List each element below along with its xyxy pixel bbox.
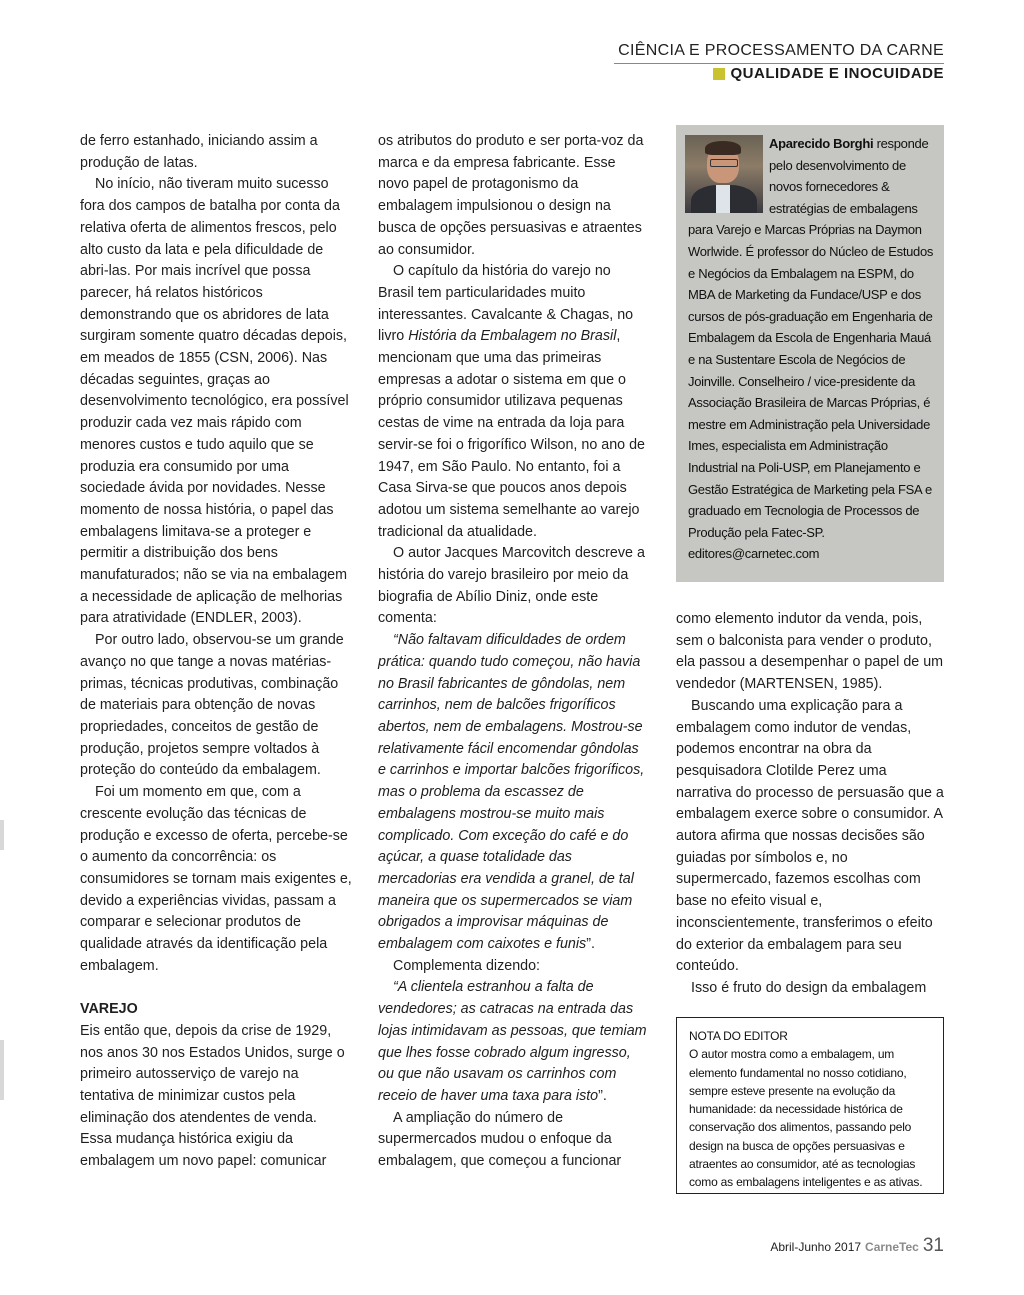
photo-shirt: [716, 185, 730, 213]
quote-end: ”.: [586, 936, 595, 953]
photo-hair: [705, 141, 741, 155]
paragraph: Buscando uma explicação para a embalagem como indutor de vendas, podemos encontrar na obra da pesquisadora Clotilde Perez uma narrativa do processo de persuasão que a embalagem exerce sobre o consumidor. A autora afirma que nossas decisões são guiadas por símbolos e, no supermercado, fazemos escolhas com base no efeito visual e, inconscientemente, transferimos o efeito do exterior da embalagem para seu conteúdo.: [676, 697, 944, 975]
editor-note-body: O autor mostra como a embalagem, um elemento fundamental no nosso cotidiano, sempre esteve presente na evolução da humanidade: da necessidade histórica de conservação dos alimentos, passando pelo design na busca de opções persuasivas e atraentes ao consumidor, até as tecnologias como as embalagens inteligentes e as ativas.: [689, 1047, 923, 1190]
author-photo: [685, 135, 763, 213]
quote: [378, 630, 650, 956]
book-title: História da Embalagem no Brasil: [408, 328, 617, 345]
photo-glasses: [710, 159, 738, 167]
paragraph: Isso é fruto do design da embalagem: [691, 979, 927, 996]
magazine-brand: CarneTec: [865, 1240, 919, 1254]
paragraph-text: , mencionam que uma das primeiras empresas a adotar o sistema em que o próprio consumidor utilizava pequenas cestas de vime na entrada da loja para servir-se foi o frigorífico Wilson, no ano de 1947, em São Paulo. No entanto, foi a Casa Sirva-se que poucos anos depois adotou um sistema semelhante ao varejo tradicional da atualidade.: [378, 328, 645, 540]
paragraph: Complementa dizendo:: [393, 957, 541, 974]
paragraph: O autor Jacques Marcovitch descreve a história do varejo brasileiro por meio da biografia de Abílio Diniz, onde este comenta:: [378, 545, 645, 627]
section-title: CIÊNCIA E PROCESSAMENTO DA CARNE: [614, 42, 944, 64]
subsection-label: QUALIDADE E INOCUIDADE: [730, 65, 944, 82]
author-bio-text: responde pelo desenvolvimento de novos fornecedores & estratégias de embalagens para Varejo e Marcas Próprias na Daymon Worlwide. É professor do Núcleo de Estudos e Negócios da Embalagem na ESPM, do MBA de Marketing da Fundace/USP e dos cursos de pós-graduação em Engenharia de Embalagem da Escola de Engenharia Mauá e na Sustentare Escola de Negócios de Joinville. Conselheiro / vice-presidente da Associação Brasileira de Marcas Próprias, é mestre em Administração pela Universidade Imes, especialista em Administração Industrial na Poli-USP, em Planejamento e Gestão Estratégica de Marketing pela FSA e graduado em Tecnologia de Processos de Produção pela Fatec-SP. editores@carnetec.com: [688, 136, 934, 562]
article-column-3: [676, 609, 946, 1000]
issue-date: Abril-Junho 2017: [770, 1240, 862, 1254]
editor-note-box: [676, 1017, 944, 1194]
paragraph: de ferro estanhado, iniciando assim a produção de latas.: [80, 133, 318, 171]
subsection-title: [713, 65, 944, 82]
quote: [378, 977, 650, 1107]
paragraph: A ampliação do número de supermercados mudou o enfoque da embalagem, que começou a funcionar: [378, 1109, 622, 1170]
paragraph-text: O capítulo da história do varejo no Brasil tem particularidades muito interessantes. Cavalcante & Chagas, no livro: [378, 263, 634, 345]
accent-square-icon: [713, 68, 725, 80]
quote-text: “A clientela estranhou a falta de vendedores; as catracas na entrada das lojas intimidavam as pessoas, que temiam que lhes fosse cobrado algum ingresso, ou que não usavam os carrinhos com receio de haver uma taxa para isto: [378, 979, 647, 1104]
paragraph: como elemento indutor da venda, pois, sem o balconista para vender o produto, ela passou a desempenhar o papel de um vendedor (MARTENSEN, 1985).: [676, 611, 944, 693]
paragraph: No início, não tiveram muito sucesso fora dos campos de batalha por conta da relativa oferta de alimentos frescos, pelo alto custo da lata e pela dificuldade de abri-las. Por mais incrível que possa parecer, há relatos históricos demonstrando que os abridores de lata surgiram somente quatro décadas depois, em meados de 1855 (CSN, 2006). Nas décadas seguintes, graças ao desenvolvimento tecnológico, era possível produzir cada vez mais rápido com menores custos e tudo aquilo que se produzia era consumido por uma sociedade ávida por novidades. Nesse momento de nossa história, o papel das embalagens limitava-se a proteger e permitir a distribuição dos bens manufaturados; não se via na embalagem a necessidade de aplicação de melhorias para atratividade (ENDLER, 2003).: [80, 176, 349, 627]
editor-note-title: NOTA DO EDITOR: [689, 1029, 788, 1043]
paragraph: Foi um momento em que, com a crescente evolução das técnicas de produção e excesso de oferta, percebe-se o aumento da concorrência: os consumidores se tornam mais exigentes e, devido a experiências vividas, passam a comparar e selecionar produtos de qualidade através da identificação pela embalagem.: [80, 784, 352, 974]
author-bio-box: [676, 125, 944, 582]
page-edge-mark: [0, 1040, 4, 1100]
article-column-2: [378, 131, 650, 1173]
section-heading: VAREJO: [80, 1001, 138, 1018]
paragraph: Eis então que, depois da crise de 1929, nos anos 30 nos Estados Unidos, surge o primeiro autosserviço de varejo na tentativa de minimizar custos pela eliminação dos atendentes de venda. Essa mudança histórica exigiu da embalagem um novo papel: comunicar: [80, 1022, 345, 1170]
paragraph: Por outro lado, observou-se um grande avanço no que tange a novas matérias-primas, técnicas produtivas, combinação de materiais para obtenção de novas propriedades, conceitos de gestão de produção, projetos sempre voltados à proteção do conteúdo da embalagem.: [80, 632, 344, 779]
paragraph: os atributos do produto e ser porta-voz da marca e da empresa fabricante. Esse novo papel de protagonismo da embalagem impulsionou o design na busca de opções persuasivas e atraentes ao consumidor.: [378, 133, 644, 258]
page-edge-mark: [0, 820, 4, 850]
page-number: 31: [922, 1235, 944, 1256]
paragraph: [378, 261, 650, 543]
page-footer: [770, 1235, 944, 1257]
quote-text: “Não faltavam dificuldades de ordem prática: quando tudo começou, não havia no Brasil fabricantes de gôndolas, nem carrinhos, nem de balcões frigoríficos abertos, nem de embalagens. Mostrou-se relativamente fácil encomendar gôndolas e carrinhos e importar balcões frigoríficos, mas o problema da escassez de embalagens mostrou-se muito mais complicado. Com exceção do café e do açúcar, a quase totalidade das mercadorias era vendida a granel, de tal maneira que os supermercados se viam obrigados a improvisar máquinas de embalagem com caixotes e funis: [378, 632, 645, 953]
article-column-1: [80, 131, 352, 1173]
quote-end: ”.: [598, 1087, 607, 1104]
author-name: Aparecido Borghi: [769, 136, 874, 151]
